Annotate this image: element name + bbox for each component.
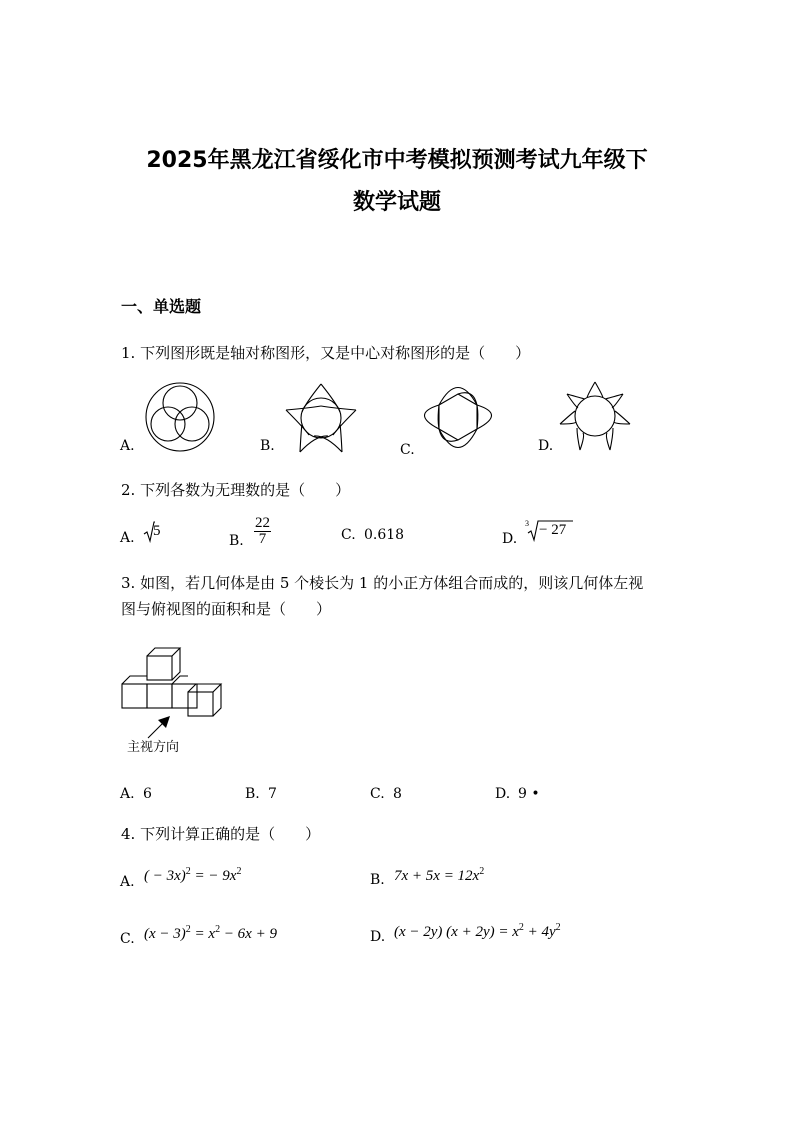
q4-option-b-label: B.: [370, 872, 385, 888]
q2-option-c-label: C.: [341, 527, 356, 543]
q2-option-a-label: A.: [120, 530, 135, 546]
q3-option-b-value: 7: [268, 786, 277, 802]
q2-option-b-label: B.: [229, 533, 244, 549]
q4-option-d-label: D.: [370, 929, 386, 945]
q4-option-c-label: C.: [120, 931, 135, 947]
three-circles-icon: [140, 382, 220, 452]
q1-option-a-label: A.: [120, 438, 135, 454]
q2-option-b-numerator: 22: [255, 515, 270, 531]
q1-option-b-label: B.: [260, 438, 275, 454]
q4-option-c-expression: $(x - 3)^2 = x^2 - 6x + 9$: [144, 924, 277, 942]
question-1-stem: 1. 下列图形既是轴对称图形，又是中心对称图形的是（ ）: [121, 344, 531, 362]
q2-option-b-fraction: [254, 516, 271, 547]
question-3-stem-line2: 图与俯视图的面积和是（ ）: [121, 600, 332, 618]
five-petal-star-icon: [283, 380, 359, 456]
q1-option-c-label: C.: [400, 442, 415, 458]
q4-option-a-label: A.: [120, 874, 135, 890]
seven-petal-star-icon: [557, 378, 633, 454]
q3-option-b-label: B.: [245, 786, 260, 802]
question-2-stem: 2. 下列各数为无理数的是（ ）: [121, 481, 351, 499]
six-petal-hexagon-icon: [420, 378, 496, 458]
q2-option-d-root-index: 3: [525, 519, 529, 528]
q3-option-d-label: D.: [495, 786, 511, 802]
q3-option-d-value: 9 •: [518, 786, 540, 802]
section-heading: 一、单选题: [121, 297, 202, 316]
q3-option-a-value: 6: [143, 786, 152, 802]
q2-option-d-label: D.: [502, 531, 518, 547]
question-3-stem-line1: 3. 如图，若几何体是由 5 个棱长为 1 的小正方体组合而成的，则该几何体左视: [121, 574, 644, 592]
q2-option-b-denominator: 7: [258, 531, 267, 547]
document-title-line2: 数学试题: [352, 190, 441, 215]
q4-option-d-expression: (x − 2y) $(x + 2y) = x^2 + 4y^2$: [394, 922, 561, 940]
cube-stack-figure: [118, 644, 228, 740]
q1-option-d-label: D.: [538, 438, 554, 454]
question-4-stem: 4. 下列计算正确的是（ ）: [121, 825, 321, 843]
q2-option-d-radicand: − 27: [539, 522, 567, 538]
q2-option-a-radicand: 5: [153, 523, 161, 539]
q3-option-a-label: A.: [120, 786, 135, 802]
q4-option-b-expression: $7x + 5x = 12x^2$: [394, 866, 485, 884]
figure-caption-front-view: 主视方向: [127, 740, 180, 755]
q4-option-a-expression: ( − 3x)$^2$ = − $9x^2$: [144, 866, 242, 884]
document-title-line1: 2025年黑龙江省绥化市中考模拟预测考试九年级下: [146, 148, 648, 173]
q3-option-c-value: 8: [393, 786, 402, 802]
q3-option-c-label: C.: [370, 786, 385, 802]
q2-option-c-value: 0.618: [364, 527, 405, 543]
